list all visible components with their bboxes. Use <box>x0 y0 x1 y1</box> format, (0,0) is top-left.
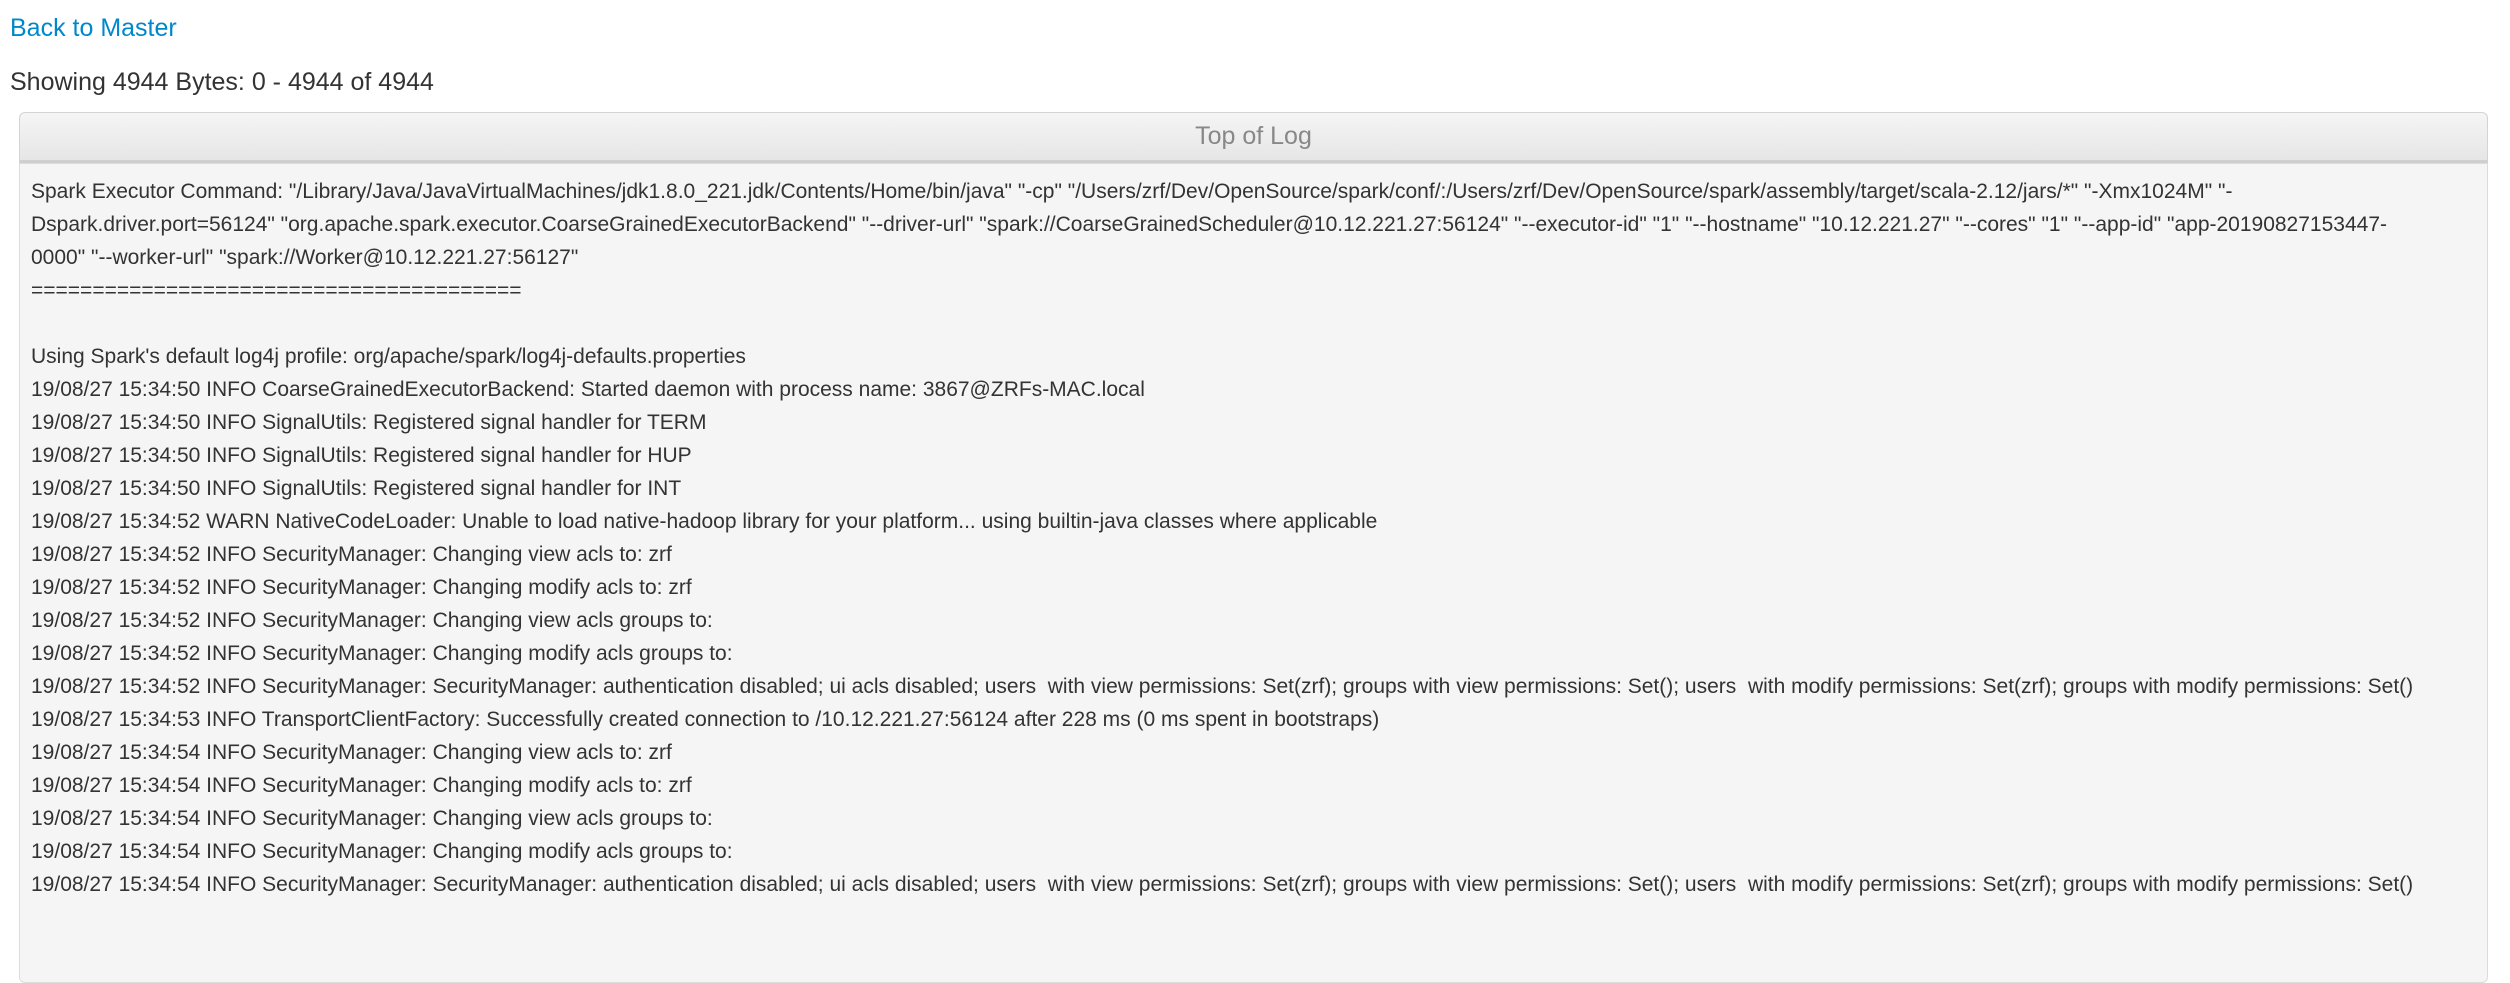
log-line: Spark Executor Command: "/Library/Java/JavaVirtualMachines/jdk1.8.0_221.jdk/Contents/Home/bin/java" "-cp" "/Users/zrf/Dev/OpenSource/spark/conf/:/Users/zrf/Dev/OpenSource/spark/assembly/target/scala-2.12/jars/*" "-Xmx1024M" "-Dspark.driver.port=56124" "org.apache.spark.executor.CoarseGrainedExecutorBackend" "--driver-url" "spark://CoarseGrainedScheduler@10.12.221.27:56124" "--executor-id" "1" "--hostname" "10.12.221.27" "--cores" "1" "--app-id" "app-20190827153447-0000" "--worker-url" "spark://Worker@10.12.221.27:56127" <box>31 180 2387 269</box>
top-of-log-button[interactable]: Top of Log <box>19 112 2488 163</box>
log-line: ======================================== <box>31 279 522 302</box>
log-content <box>19 163 2488 983</box>
log-line: 19/08/27 15:34:50 INFO SignalUtils: Registered signal handler for HUP <box>31 444 692 467</box>
log-line: 19/08/27 15:34:52 INFO SecurityManager: Changing modify acls groups to: <box>31 642 739 665</box>
log-line: 19/08/27 15:34:50 INFO SignalUtils: Registered signal handler for INT <box>31 477 682 500</box>
back-to-master-link[interactable]: Back to Master <box>10 14 177 42</box>
log-line: 19/08/27 15:34:54 INFO SecurityManager: SecurityManager: authentication disabled; ui acls disabled; users with view permissions: Set(zrf); groups with view permissions: Set(); users with modify permissions: Set(zrf); groups with modify permissions: Set() <box>31 873 2414 896</box>
log-line: 19/08/27 15:34:50 INFO CoarseGrainedExecutorBackend: Started daemon with process name: 3867@ZRFs-MAC.local <box>31 378 1145 401</box>
log-line: 19/08/27 15:34:52 INFO SecurityManager: Changing view acls to: zrf <box>31 543 672 566</box>
log-line: 19/08/27 15:34:52 INFO SecurityManager: SecurityManager: authentication disabled; ui acls disabled; users with view permissions: Set(zrf); groups with view permissions: Set(); users with modify permissions: Set(zrf); groups with modify permissions: Set() <box>31 675 2414 698</box>
log-line: 19/08/27 15:34:53 INFO TransportClientFactory: Successfully created connection to /10.12.221.27:56124 after 228 ms (0 ms spent in bootstraps) <box>31 708 1380 731</box>
log-line <box>31 307 2441 340</box>
byte-range-summary: Showing 4944 Bytes: 0 - 4944 of 4944 <box>10 68 434 96</box>
log-line: 19/08/27 15:34:50 INFO SignalUtils: Registered signal handler for TERM <box>31 411 707 434</box>
log-line: 19/08/27 15:34:52 WARN NativeCodeLoader: Unable to load native-hadoop library for your platform... using builtin-java classes where applicable <box>31 510 1378 533</box>
log-line: 19/08/27 15:34:54 INFO SecurityManager: Changing view acls groups to: <box>31 807 719 830</box>
log-line: 19/08/27 15:34:54 INFO SecurityManager: Changing modify acls to: zrf <box>31 774 692 797</box>
log-line: Using Spark's default log4j profile: org/apache/spark/log4j-defaults.properties <box>31 345 746 368</box>
log-line: 19/08/27 15:34:52 INFO SecurityManager: Changing view acls groups to: <box>31 609 719 632</box>
log-line: 19/08/27 15:34:54 INFO SecurityManager: Changing modify acls groups to: <box>31 840 739 863</box>
log-line: 19/08/27 15:34:54 INFO SecurityManager: Changing view acls to: zrf <box>31 741 672 764</box>
log-line: 19/08/27 15:34:52 INFO SecurityManager: Changing modify acls to: zrf <box>31 576 692 599</box>
